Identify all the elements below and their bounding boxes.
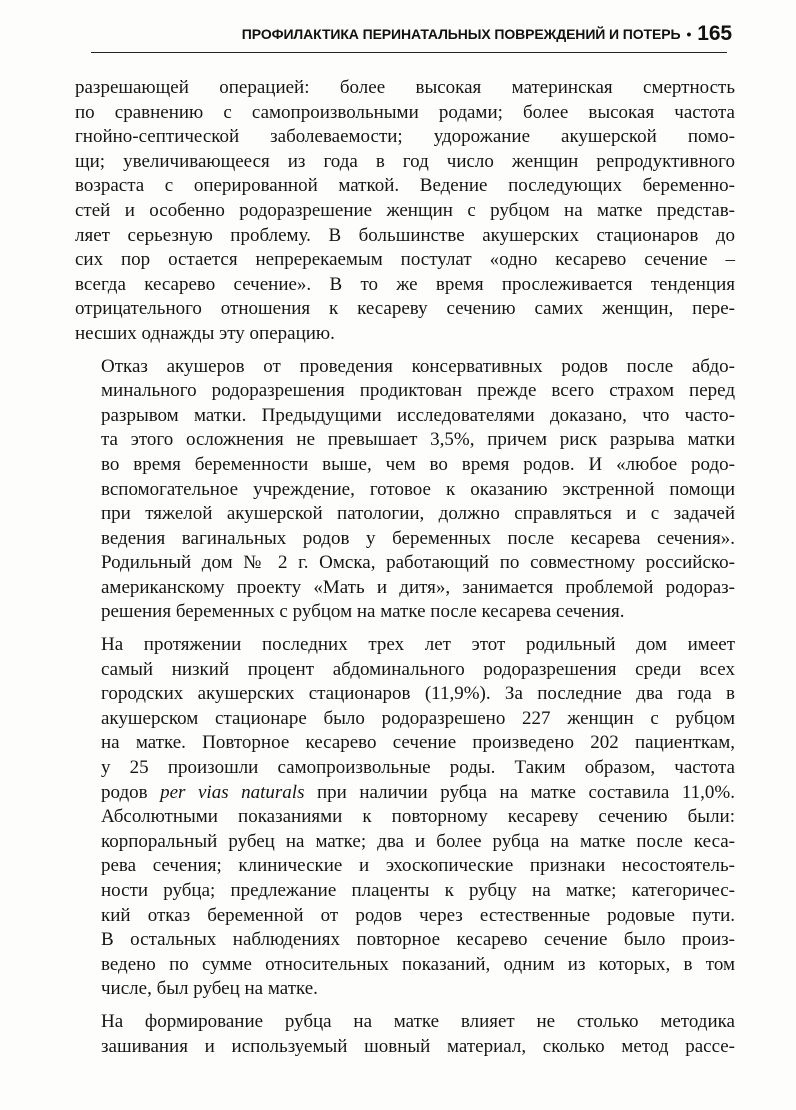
text-line: На формирование рубца на матке влияет не столько методика <box>101 1010 735 1032</box>
paragraph-2 <box>75 355 735 626</box>
text-line: Родильный дом № 2 г. Омска, работающий по совместному российско- <box>101 552 735 574</box>
text-line: несших однажды эту операцию. <box>75 322 335 344</box>
page-number: 165 <box>697 22 732 45</box>
text-line: числе, был рубец на матке. <box>101 978 318 1000</box>
text-line: на матке. Повторное кесарево сечение произведено 202 пациенткам, <box>101 732 735 754</box>
text-line: ведено по сумме относительных показаний, одним из которых, в том <box>101 953 735 975</box>
text-line: американскому проекту «Мать и дитя», занимается проблемой родораз- <box>101 576 735 598</box>
text-line: та этого осложнения не превышает 3,5%, причем риск разрыва матки <box>101 429 735 451</box>
text-line: по сравнению с самопроизвольными родами; более высокая частота <box>75 101 735 123</box>
running-head <box>96 22 732 50</box>
text-line: акушерском стационаре было родоразрешено 227 женщин с рубцом <box>101 707 735 729</box>
running-head-bullet: • <box>686 26 692 42</box>
text-line: ведения вагинальных родов у беременных после кесарева сечения». <box>101 527 735 549</box>
paragraph-3 <box>75 633 735 1002</box>
text-line: ности рубца; предлежание плаценты к рубцу на матке; категоричес- <box>101 880 735 901</box>
text-line: кий отказ беременной от родов через естественные родовые пути. <box>101 904 735 926</box>
text-line: сих пор остается непререкаемым постулат «одно кесарево сечение – <box>75 249 735 271</box>
text-line: стей и особенно родоразрешение женщин с рубцом на матке представ- <box>75 199 735 221</box>
text-line: при тяжелой акушерской патологии, должно справляться и с задачей <box>101 503 735 525</box>
text-line: корпоральный рубец на матке; два и более рубца на матке после кеса- <box>101 830 735 852</box>
text-line: минального родоразрешения продиктован прежде всего страхом перед <box>101 380 735 402</box>
text-line: вспомогательное учреждение, готовое к оказанию экстренной помощи <box>101 478 735 500</box>
text-line: рева сечения; клинические и эхоскопические признаки несостоятель- <box>101 855 735 877</box>
text-line: всегда кесарево сечение». В то же время прослеживается тенденция <box>75 273 735 295</box>
paragraph-4 <box>75 1010 735 1059</box>
text-line: самый низкий процент абдоминального родоразрешения среди всех <box>101 658 735 680</box>
text-line: Отказ акушеров от проведения консервативных родов после абдо- <box>101 355 735 377</box>
text-line: ляет серьезную проблему. В большинстве акушерских стационаров до <box>75 224 735 246</box>
text-line: решения беременных с рубцом на матке после кесарева сечения. <box>101 601 625 623</box>
text-line: у 25 произошли самопроизвольные роды. Таким образом, частота <box>101 757 735 779</box>
running-head-title: ПРОФИЛАКТИКА ПЕРИНАТАЛЬНЫХ ПОВРЕЖДЕНИЙ И ПОТЕРЬ <box>241 26 681 42</box>
text-line: городских акушерских стационаров (11,9%). За последние два года в <box>101 683 735 705</box>
text-line: Абсолютными показаниями к повторному кесареву сечению были: <box>101 806 735 828</box>
paragraph-1 <box>75 76 735 347</box>
text-line: На протяжении последних трех лет этот родильный дом имеет <box>101 634 735 656</box>
header-rule <box>91 52 727 53</box>
text-line-mixed <box>75 781 735 806</box>
text-line: возраста с оперированной маткой. Ведение последующих беременно- <box>75 175 735 197</box>
body-text <box>75 76 735 1059</box>
text-line: гнойно-септической заболеваемости; удорожание акушерской помо- <box>75 126 735 148</box>
text-line: разрывом матки. Предыдущими исследователями доказано, что часто- <box>101 404 735 426</box>
text-fragment: родов <box>101 781 148 803</box>
text-line: щи; увеличивающееся из года в год число женщин репродуктивного <box>75 150 735 172</box>
text-line: во время беременности выше, чем во время родов. И «любое родо- <box>101 453 735 475</box>
text-line: В остальных наблюдениях повторное кесарево сечение было произ- <box>101 929 735 951</box>
text-line: зашивания и используемый шовный материал, сколько метод рассе- <box>101 1035 735 1057</box>
italic-term: per vias naturals <box>160 781 305 803</box>
text-fragment: при наличии рубца на матке составила 11,0%. <box>317 781 736 803</box>
text-line: отрицательного отношения к кесареву сечению самих женщин, пере- <box>75 298 735 320</box>
text-line: разрешающей операцией: более высокая материнская смертность <box>75 77 735 98</box>
